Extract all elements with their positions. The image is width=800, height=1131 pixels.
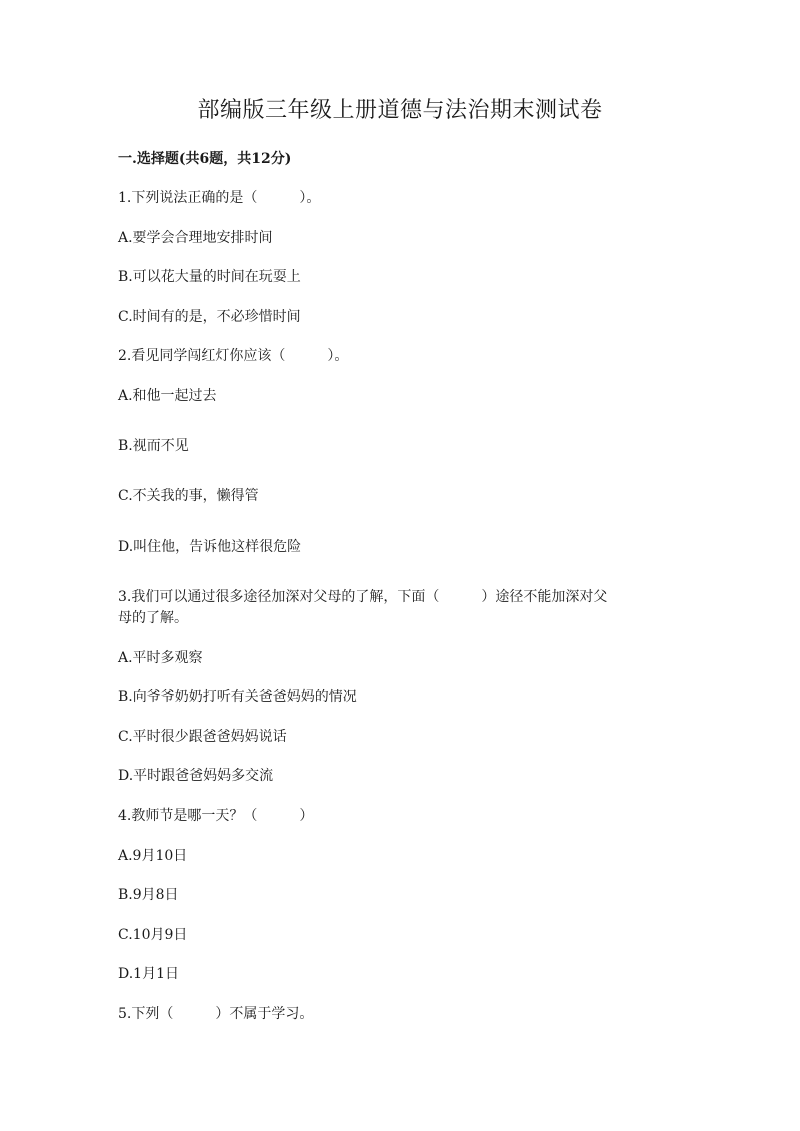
- section-header: 一.选择题(共6题，共12分): [118, 151, 292, 167]
- question-4-option-a: A.9月10日: [118, 848, 188, 864]
- question-4-option-c: C.10月9日: [118, 927, 188, 943]
- question-1-stem: 1.下列说法正确的是（ ）。: [118, 190, 321, 206]
- question-1-option-a: A.要学会合理地安排时间: [118, 230, 273, 246]
- question-3-stem-line-2: 母的了解。: [118, 610, 188, 626]
- question-2-option-b: B.视而不见: [118, 438, 189, 454]
- question-3-option-c: C.平时很少跟爸爸妈妈说话: [118, 729, 287, 745]
- question-2-option-a: A.和他一起过去: [118, 388, 217, 404]
- question-2-stem: 2.看见同学闯红灯你应该（ ）。: [118, 348, 349, 364]
- question-2-option-d: D.叫住他，告诉他这样很危险: [118, 539, 302, 555]
- question-4-option-d: D.1月1日: [118, 966, 179, 982]
- question-3-option-d: D.平时跟爸爸妈妈多交流: [118, 768, 274, 784]
- question-2-option-c: C.不关我的事，懒得管: [118, 488, 259, 504]
- question-4-stem: 4.教师节是哪一天？（ ）: [118, 808, 314, 824]
- question-1-option-c: C.时间有的是，不必珍惜时间: [118, 309, 301, 325]
- page-title: 部编版三年级上册道德与法治期末测试卷: [197, 98, 603, 123]
- question-1-option-b: B.可以花大量的时间在玩耍上: [118, 269, 301, 285]
- question-3-option-a: A.平时多观察: [118, 650, 203, 666]
- question-5-stem: 5.下列（ ）不属于学习。: [118, 1006, 314, 1022]
- question-3-stem-line-1: 3.我们可以通过很多途径加深对父母的了解，下面（ ）途径不能加深对父: [118, 589, 608, 605]
- question-3-option-b: B.向爷爷奶奶打听有关爸爸妈妈的情况: [118, 689, 357, 705]
- question-4-option-b: B.9月8日: [118, 887, 179, 903]
